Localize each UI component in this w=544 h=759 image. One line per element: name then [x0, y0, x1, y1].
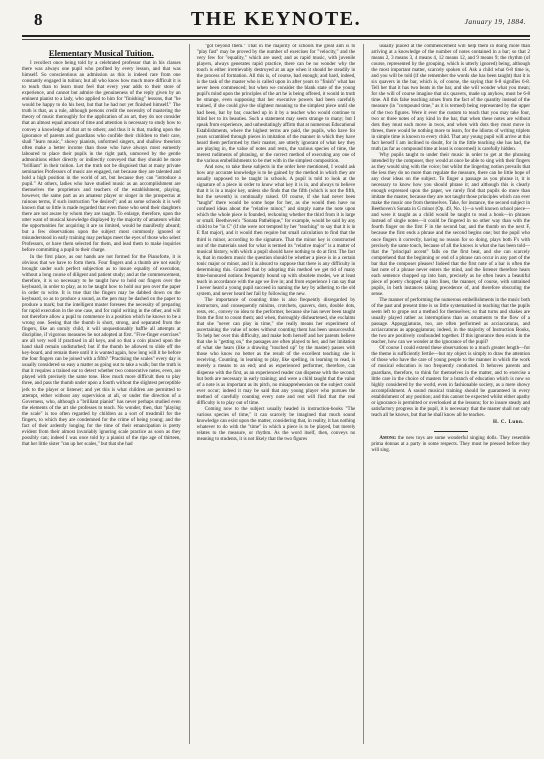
- news-note-text: the new toys are some wonderful singing dolls. They resemble prima donnas at a party in some respects. They must be pressed before they will sing.: [371, 435, 531, 454]
- section-divider: [434, 431, 468, 432]
- news-note: [371, 436, 530, 454]
- paragraph: In the first place, as our hands are not formed for the Pianoforte, it is obvious that we have to form them. Four fingers and a thumb are not easily brought under such perfect subjection as to insure equality of execution, without a long course of diligent and patient study; and at the commencement, therefore, it is so necessary to be taught how to hold our fingers over the keyboard, in order to play, as to be taught how to hold our pen over the paper in order to write. It is true that the fingers may be dabbed down on the keyboard, so as to produce a sound, as the pen may be dashed on the paper to produce a mark; but the intelligent master foresees the necessity of preparing for rapid execution in the one case, and for rapid writing in the other, and will not therefore allow a pupil to commence in a position which he knows to be a wrong one. Seeing that the thumb is short, strong, and separated from the fingers, like an unruly child, it will unquestionably baffle all attempts at discipline, if vigorous measures be not adopted at first. "Five-finger exercises" are all very well if practised in all keys, and so that a coin placed upon the hand shall remain undisturbed; but if the thumb be allowed to slide off the key-board, and remain there until it is wanted again, how long will it be before the four fingers can be joined with a fifth? "Practising the scales" every day is usually considered so easy a matter as going out to take a walk; but the truth is that it requires a trained ear to detect whether two consecutive notes, even, are played with precisely the same tone. How much more difficult then to play three, and pass the thumb under upon a fourth without the slightest perceptible jerk to the player or listener; and yet this is what children are permitted to attempt, either without any supervision at all, or under the direction of a Governess, who, although a "brilliant pianist" has never perhaps studied even the elements of the art she professes to teach. No wonder, then, that "playing the scale" is too often regarded by children as a sort of treadmill for the fingers, to which they are condemned for the crime of being young; and the fact of their ardently longing for the time of their emancipation is pretty evident from their almost invariably ignoring scale practice as soon as they possibly can; indeed I was once told by a pianist of the ripe age of thirteen, that her little sister "ran up her scales," but that she had: [22, 254, 181, 447]
- paragraph: And now, to take these subjects in the order here mentioned, I would ask how any accurate knowledge is to be gained by the method in which they are usually supposed to be taught in schools. A pupil is told to look at the signature of a piece in order to know what key it is in, and always to believe that it is in a major key, unless she finds that the fifth (which is not the fifth, but the seventh) is continually raised. Of course, if she had never been "taught" there would be some hope for her, as she would then have no confused ideas about the "relative minor," and simply name the note upon which the whole piece is founded, reckoning whether the third from it is large or small. Beethoven's "Sonata Pathétique," for example, would be said by any child to be "in C" (if she were not tempted by her "teaching" to say that it is in E flat major), and it would then require but small calculation to find that the third is minor, according to the signature. That the minor key is constructed out of the materials used for what is termed its "relative major" is a matter of musical history, with which a pupil should have nothing to do at first. The fact is, that in modern music the question should be whether a piece is in a certain tonic major or minor, and it is absurd to suppose that there is any difficulty in determining this. Granted that by adopting this method we get rid of many time-honoured notions frequently bound up with obsolete modes, we at least teach in accordance with the age we live in; and from experience I can say that I never heard a young pupil succeed in naming the key by adhering to the old system, and never heard her fail by following the new.: [196, 164, 356, 297]
- paragraph: Of course I could extend these observations to a much greater length—for the theme is sufficiently fertile—but my object is simply to draw the attention of those who have the care of young people to the manner in which the work of musical education is too frequently conducted. It behoves parents and guardians, therefore, to think for themselves in the matter, and to exercise a little care in the choice of masters for a branch of education which is now so highly considered by the world, even in fashionable society, as a mere showy accomplishment. A sound musical training should be guaranteed in every establishment of any position; and this cannot be expected whilst either apathy or ignorance is permitted or overlooked at the lessons; for to insure steady and satisfactory progress in the pupil, it is necessary that the master shall not only teach all he knows, but that he shall know all he teaches.: [371, 346, 531, 418]
- paragraph: usually placed at the commencement will help them in doing more than arriving at a knowledge of the number of notes contained in a bar; so that 2 means 2, 3 means 3, 4 means 4, 12 means 12, and 9 means 9; the rhythm (of course, represented by the grouping, which is utterly ignored) being, although the most important matter, scarcely spoken of. Ask a child what 6-8 time is, and you will be told (if she remember the words she has been taught) that it is six quavers in the bar, which is, of course, the saying that 6-8 signifies 6-8. Tell her that it has two beats in the bar, and she will wonder what you mean; for she will of course imagine that six quavers, made up anyhow, must be 6-8 time. All this false teaching arises from the fact of the quantity instead of the measure (in "compound time," as it is termed) being represented by the upper of the two figures. Were it ever the custom to teach that you may take four, two or three notes of any kind in the bar, that when these notes are without dots they must each move in twos, and when with dots they must move in threes, there would be nothing more to learn, for the idioms of writing triplets in simple time is known to every child. That any young pupil will arrive at this fact herself I am inclined to doubt, for in the little teaching she has had, the truth (as far as compound time at least is concerned) is carefully hidden.: [371, 44, 531, 152]
- paragraph: I recollect once being told by a celebrated professor that in his classes there was always one pupil who profited by every lesson, and that was himself. So conscientious an admission as this is indeed rare from one constantly engaged in tuition; but all who know how much more difficult it is to teach than to learn must feel that every year adds to their store of experience, and cannot but admire the genuineness of the reply given by an eminent pianist to a lady, who applied to him for "finishing" lessons, that "he would be happy to do his best, but that he had not yet finished himself." The truth is that, as a rule, although persons credit the necessity of mastering the theory of music thoroughly for the application of an art, they do not consider that an almost equal amount of time and attention is necessary to study how to convey a knowledge of that art to others; and thus it is that, trading upon the ignorance of parents and guardians who confide their children to their care, shall "learn music," showy pianists, unformed singers, and shallow theorists often make a better income than those who have always most earnestly laboured to place their pupils in the right path, unmoved by the gentle admonitions either directly or indirectly conveyed that they should be more "brilliant" in their tuition. Let the truth not be disguised that at many private seminaries Professors of music are engaged, not because they are talented and hold a high position in the world of art, but because they can "introduce a pupil." At others, ladies who have studied music as an accomplishment are themselves the proprietors and teachers of the establishment, playing, however, the same part as an amateur player or singer in the prospectus at ruinous terms, if such instruction "be desired"; and as some schools it is well known that so little is made regarded that even those who send their daughters there are not aware by whom they are taught. To enlarge, therefore, upon the utter want of musical knowledge displayed by the majority of amateurs whilst the opportunities for acquiring it are so limited, would be manifestly absurd; but a few observations upon the subject most commonly ignored or misunderstood in early training may perhaps meet the eyes of those who select Professors, or have them selected for them, and lead them to make inquiries before committing a pupil to their charge.: [22, 61, 181, 254]
- masthead-title: THE KEYNOTE.: [190, 8, 362, 30]
- paragraph: Why pupils taught to under their music in order to get at the phrasing intended by the composer, they would at once be able to sing with their fingers as they would sing with the voice; but whilst the lingering notion prevails that the less they do no more than regulate the measure, there can be little hope of any clear ideas on the subject. To finger a passage as you phrase it, it is necessary to know how you should phrase it; and although this is clearly enough expressed upon the paper, we rarely find that pupils do more than imitate the master, because they are not taught those principles which can ever make the music one from themselves. Take, for instance, the second subject in Beethoven's Sonata in G minor (Op. 49, No. 1)—a well known school piece—and were it taught as a child would be taught to read a book—in phrases instead of single notes—it could be fingered in no other way than with the fourth finger on the first F in the second bar, and the thumb on the next F, because the first ends a phrase and the second begins one; but the pupil who once fingers it correctly, having no reason for so doing, plays both F's with precisely the same touch, because of all the knows is what she has been told—that the "principal accent" falls on the first beat, and she can scarcely comprehend that the beginning or end of a phrase can occur in any part of the bar that the composer pleases! Indeed that the first note of a bar is often the last note of a phrase never enters the mind, and the listener therefore hears each sentence chopped up into bars, precisely as he often hears a beautiful piece of poetry chopped up into lines, the manner, of course, with untrained pupils, in both instances taking precedence of, and therefore obscuring the sense.: [371, 152, 531, 297]
- masthead-rule-thin: [22, 39, 530, 40]
- column-1: [22, 44, 181, 744]
- paragraph: Coming now to the subject usually headed in instruction-books "The various species of time," it can scarcely be imagined that much sound knowledge can exist upon the matter, considering that, in reality, it has nothing whatever to do with the "time" in which a piece is to be played, but merely relates to the measure, or rhythm. As the word itself, then, conveys no meaning to students, it is not likely that the two figures: [196, 406, 356, 443]
- paragraph: The manner of performing the numerous embellishments in the music both of the past and present time is so little systematised in teaching that the pupils seem left to grope out a method for themselves; so that turns and shakes are usually played rather as interruptions than as ornaments to the flow of a passage. Appoggiaturas, too, are often performed as acciaccaturas, and acciaccaturas as appoggiaturas; indeed, in the majority of Instruction Books, the two are positively confounded together. If this ignorance then exists in the teacher, how can we wonder at the ignorance of the pupil?: [371, 297, 531, 346]
- article-heading: Elementary Musical Tuition.: [48, 48, 154, 58]
- masthead-rule-thick: [22, 35, 530, 37]
- masthead-date: January 19, 1884.: [464, 17, 526, 26]
- masthead: [22, 8, 530, 34]
- paragraph: "got beyond them." That in the majority of schools the great aim is to "play fast" may be proved by the number of exercises for "velocity," and the very few for "equality," which are used; and as rapid music, with juvenile players, always generates rapid practice, there can be no wonder why the touch is either irretrievably destroyed at an age when it should be steadily in the process of formation. All this is, of course, bad enough; and hard, indeed, is the task of the master who is called upon in after years to "finish" what has never been commenced; but when we consider the blank state of the young pupil's mind upon the principles of the art he is being offered, it would in truth be strange, even supposing that her executive powers had been carefully trained, if she could give the slightest meaning to the simplest piece until she had been, bar by bar, coached up in it by a teacher who would continue to blind her to its beauties. Such a statement may seem strange to many; but I speak from experience, and unhesitatingly affirm that at numerous Educational Establishments, where the highest terms are paid, the pupils, who have for years scrambled through pieces in imitation of the manner in which they have heard them performed by their master, are utterly ignorant of what key they are playing in, the value of notes and rests, the various species of time, the merest rudiments of phrasing, or the correct method of executing any one of the various embellishments to be met with in the simplest composition.: [196, 44, 356, 164]
- article-signature: H. C. Lunn.: [493, 419, 525, 425]
- page-number: 8: [34, 10, 43, 29]
- paragraph: The importance of counting time is also frequently disregarded by instructors, and consequently minims, crotchets, quavers, dots, double dots, rests, etc., convey no idea to the performer, because she has never been taught from the first to count them; and when, thoroughly disheartened, she exclaims that she "never can play in time," she really means her experiment of ascertaining the value of notes without counting them has been unsuccessful. To help her over this difficulty, and make both herself and her parents believe that she is "getting on," the passages are often played to her, and her imitation of what she hears (like a drawing "touched up" by the master) passes with those who know no better as the result of the excellent teaching she is receiving. Counting, in learning to play, like spelling, in learning to read, is merely a means to an end; and as experienced performer, therefore, can dispense with the first, as an experienced reader can dispense with the second; but both are necessary in early training; and were a child taught that the value of a note is as important as its pitch, no misapprehension on the subject could ever occur; indeed it may be said that any young player who pursues the method of carefully counting every note and rest will find that the real difficulty is to play out of time.: [196, 297, 356, 406]
- column-3: [363, 44, 530, 744]
- news-note-lead: Among: [379, 435, 396, 441]
- column-2: [189, 44, 356, 744]
- article-columns: [22, 44, 530, 744]
